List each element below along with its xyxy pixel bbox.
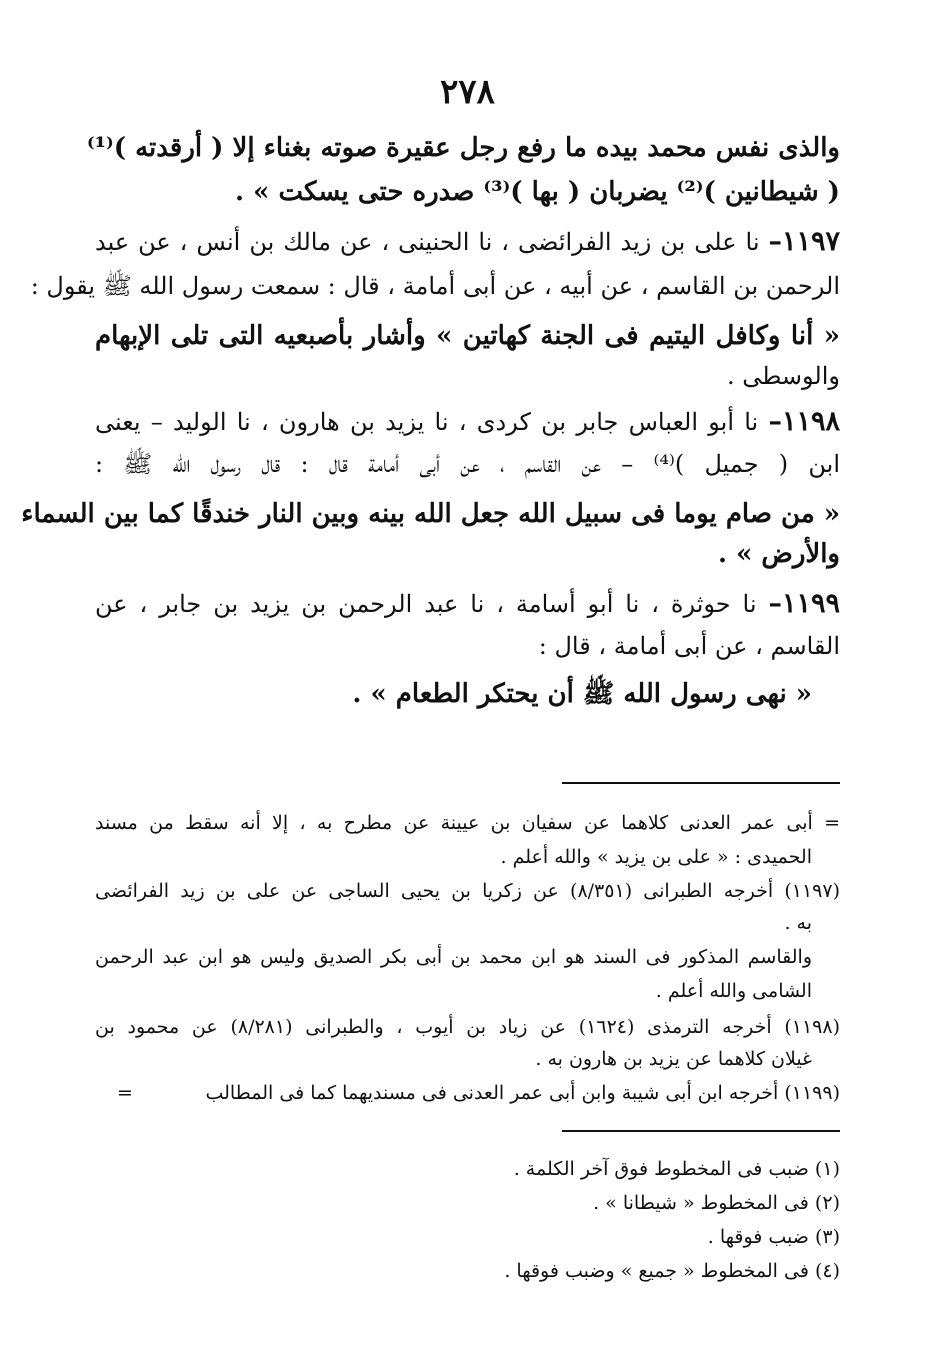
hadith-1197-isnad-line-1	[95, 222, 840, 262]
hadith-1199-number: ١١٩٩–	[768, 588, 840, 619]
takhrij-continued-line-2: الحميدى : « على بن يزيد » والله أعلم .	[500, 846, 812, 868]
book-page	[21, 0, 840, 1353]
hadith-1196-line-2: ( شيطانين )⁽²⁾ يضربان ( بها )⁽³⁾ صدره حتى يسكت » .	[235, 177, 840, 207]
hadith-1197-isnad-line-2: الرحمن بن القاسم ، عن أبيه ، عن أبى أمامة ، قال : سمعت رسول الله ﷺ يقول :	[30, 272, 840, 300]
hadith-1199-isnad-text-1: نا حوثرة ، نا أبو أسامة ، نا عبد الرحمن بن يزيد بن جابر ، عن	[95, 590, 757, 618]
takhrij-1197-line-3: والقاسم المذكور فى السند هو ابن محمد بن أبى بكر الصديق وليس هو ابن عبد الرحمن	[95, 946, 812, 968]
hadith-1198-isnad-line-2: ابن ( جميل )⁽⁴⁾ – عن القاسم ، عن أبى أمامة قال : قال رسول الله ﷺ :	[95, 450, 840, 478]
hadith-1198-isnad-text-1: نا أبو العباس جابر بن كردى ، نا يزيد بن هارون ، نا الوليد – يعنى	[95, 408, 759, 436]
takhrij-continuation-mark: =	[117, 1082, 133, 1104]
hadith-1198-matn-line-1: « من صام يوما فى سبيل الله جعل الله بينه وبين النار خندقًا كما بين السماء	[21, 499, 840, 529]
takhrij-1197-line-2: به .	[784, 912, 812, 934]
takhrij-separator	[562, 782, 840, 784]
takhrij-continued-line-1: = أبى عمر العدنى كلاهما عن سفيان بن عيينة عن مطرح به ، إلا أنه سقط من مسند	[95, 812, 840, 834]
hadith-1197-matn-line-1: « أنا وكافل اليتيم فى الجنة كهاتين » وأشار بأصبعيه التى تلى الإبهام	[95, 321, 840, 351]
hadith-1198-isnad-line-1	[95, 402, 840, 442]
takhrij-1197-line-4: الشامى والله أعلم .	[655, 980, 812, 1002]
hadith-1199-matn-line-1: « نهى رسول الله ﷺ أن يحتكر الطعام » .	[352, 679, 812, 709]
takhrij-1198-line-2: غيلان كلاهما عن يزيد بن هارون به .	[535, 1048, 812, 1070]
hadith-1196-line-1: والذى نفس محمد بيده ما رفع رجل عقيرة صوته بغناء إلا ( أرقدته )⁽¹⁾	[86, 133, 840, 163]
hadith-1197-number: ١١٩٧–	[768, 226, 840, 257]
hadith-1198-number: ١١٩٨–	[768, 406, 840, 437]
manuscript-note-3: (٣) ضبب فوقها .	[707, 1226, 840, 1248]
manuscript-note-1: (١) ضبب فى المخطوط فوق آخر الكلمة .	[513, 1158, 840, 1180]
page-number: ٢٧٨	[440, 72, 495, 112]
hadith-1197-isnad-text-1: نا على بن زيد الفرائضى ، نا الحنينى ، عن مالك بن أنس ، عن عبد	[95, 228, 760, 256]
hadith-1198-matn-line-2: والأرض » .	[717, 539, 840, 569]
takhrij-1199-line-1: (١١٩٩) أخرجه ابن أبى شيبة وابن أبى عمر العدنى فى مسنديهما كما فى المطالب	[205, 1082, 840, 1104]
manuscript-note-2: (٢) فى المخطوط « شيطانا » .	[593, 1192, 840, 1214]
takhrij-1197-line-1: (١١٩٧) أخرجه الطبرانى (٨/٣٥١) عن زكريا بن يحيى الساجى عن على بن زيد الفرائضى	[95, 880, 840, 902]
notes-separator	[562, 1130, 840, 1132]
manuscript-note-4: (٤) فى المخطوط « جميع » وضبب فوقها .	[504, 1260, 840, 1282]
hadith-1199-isnad-line-1	[95, 584, 840, 624]
hadith-1199-isnad-line-2: القاسم ، عن أبى أمامة ، قال :	[538, 632, 840, 660]
takhrij-1198-line-1: (١١٩٨) أخرجه الترمذى (١٦٢٤) عن زياد بن أيوب ، والطبرانى (٨/٢٨١) عن محمود بن	[95, 1016, 840, 1038]
hadith-1197-matn-line-2: والوسطى .	[726, 362, 840, 390]
